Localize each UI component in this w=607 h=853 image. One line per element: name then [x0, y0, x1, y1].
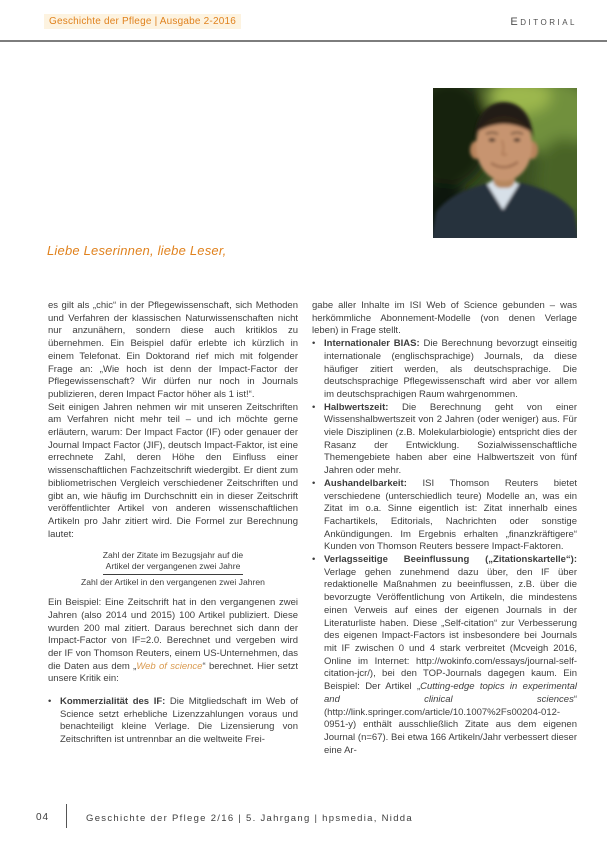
list-item-verlagsseitige-beeinflussung [312, 554, 577, 757]
footer-journal-info: Geschichte der Pflege 2/16 | 5. Jahrgang | hpsmedia, Nidda [86, 813, 413, 824]
formula-numerator-line2: Artikel der vergangenen zwei Jahre [105, 560, 241, 571]
bullet-icon: • [48, 696, 52, 708]
list-item-text [324, 338, 577, 402]
journal-issue-label: Geschichte der Pflege | Ausgabe 2-2016 [44, 14, 241, 29]
formula-numerator [103, 550, 243, 574]
list-item-halbwertszeit [312, 402, 577, 478]
list-item-kommerzialitaet [48, 696, 298, 747]
list-item-lead: Halbwertszeit: [324, 401, 389, 413]
list-item-body: Die Berechnung geht von einer Wissenshalbwertszeit von 2 Jahren (oder weniger) aus. Für viele Disziplinen (z.B. Molekularbiologie) entspricht dies der Rasanz der Entwicklung. Sozialwissenschaftliche Themengebiete haben aber eine Halbwertszeit von fünf Jahren oder mehr. [324, 401, 577, 477]
text-column-right [312, 300, 577, 757]
footer-divider [66, 804, 67, 828]
list-item-body: Verlage gehen zunehmend dazu über, den IF über redaktionelle Maßnahmen zu beeinflussen, z.B. über die bevorzugte Veröffentlichung von Artikeln, die mindestens einen Verweis auf eines der eigenen Journals in der Literaturliste haben. Diese „Self-citation“ zur Verbesserung des eigenen Impact-Factors ist insbesondere bei Journals mit IF zwischen 0 und 4 stark verbreitet (Mcveigh 2016, Online im Internet: http://wokinfo.com/essays/journal-self-citation-jcr/), bei den TOP-Journals dagegen kaum. Ein Beispiel: Der Artikel „ [324, 566, 577, 693]
list-item-text [324, 554, 577, 757]
list-item-body: Die Berechnung bevorzugt einseitig internationale (englischsprachige) Journals, da diese häufiger zitiert werden, als deutschsprachige. Die deutschsprachige Pflegewissenschaft wird aber vor allem im deutschsprachigen Raum wahrgenommen. [324, 338, 577, 400]
paragraph-example-text-end: “ berechnet. Hier setzt unsere Kritik ein: [48, 660, 298, 685]
bullet-icon: • [312, 554, 316, 566]
text-column-left [48, 300, 298, 747]
impact-factor-formula [48, 550, 298, 587]
bullet-icon: • [312, 477, 316, 489]
list-item-body: Die Mitgliedschaft im Web of Science setzt erhebliche Lizenzzahlungen voraus und benachteiligt kleine Verlage. Die Lizensierung von Zeitschriften ist untrennbar an die weltweite Frei- [60, 696, 299, 746]
list-item-internationaler-bias [312, 338, 577, 402]
list-item-aushandelbarkeit [312, 478, 577, 554]
header-rule [0, 40, 607, 42]
web-of-science-italic: Web of science [136, 660, 203, 672]
list-item-body-end: “ (http://link.springer.com/article/10.1007%2Fs00204-012-0951-y) enthält ausschließlich Zitate aus dem eigenen Journal (n=67). Bei etwa 166 Artikeln/Jahr verbessert dieser eine Ar- [324, 693, 577, 756]
paragraph-intro: es gilt als „chic“ in der Pflegewissenschaft, sich Methoden und Verfahren der klassischen Naturwissenschaften nicht nur anzunähern, sondern diese auch kritiklos zu übernehmen. Ein Beispiel dafür erlebte ich kürzlich in einem Telefonat. Ein Doktorand rief mich mit folgender Frage an: „Wie hoch ist denn der Impact-Factor der Pflegewissenschaft? Wir dürfen nur noch in Journals publizieren, deren Impact Factor höher als 1 ist!“. [48, 300, 298, 400]
list-item-text [60, 696, 298, 747]
paragraph-impact-factor: Seit einigen Jahren nehmen wir mit unseren Zeitschriften am Verfahren nicht mehr teil – und ich möchte gerne erläutern, warum: Der Impact Factor (IF) oder genauer der Journal Impact Factor (JIF), deutsch Impact-Faktor, ist eine errechnete Zahl, deren Höhe den Einfluss einer wissenschaftlichen Fachzeitschrift wiedergibt. Er dient zum bibliometrischen Vergleich verschiedener Zeitschriften und gibt an, wie häufig im Durchschnitt ein in dieser Zeitschrift veröffentlichter Artikel von anderen wissenschaftlichen Artikeln pro Jahr zitiert wird. Die Formel zur Berechnung lautet: [48, 401, 298, 540]
section-label: Editorial [510, 16, 577, 28]
list-item-lead: Kommerzialität des IF: [60, 696, 166, 708]
portrait-illustration [433, 88, 577, 238]
article-title-italic: Cutting-edge topics in experimental and clinical sciences [324, 681, 577, 705]
list-item-text [324, 402, 577, 478]
list-item-text [324, 478, 577, 554]
salutation: Liebe Leserinnen, liebe Leser, [47, 243, 227, 258]
page-number: 04 [36, 812, 50, 823]
paragraph-continuation: gabe aller Inhalte im ISI Web of Science gebunden – was herkömmliche Abonnement-Modelle (von denen Verlage leben) in Frage stellt. [312, 300, 577, 337]
bullet-icon: • [312, 401, 316, 413]
list-item-lead: Internationaler BIAS: [324, 338, 420, 350]
paragraph-example-text: Ein Beispiel: Eine Zeitschrift hat in den vergangenen zwei Jahren (also 2014 und 2015) 100 Artikel publiziert. Diese wurden 200 mal zitiert. Daraus berechnet sich dann der Impact-Factor von IF=2.0. Berechnet und vergeben wird der IF von Thomson Reuters, einem US-Unternehmen, das die Daten aus dem „ [48, 597, 298, 672]
list-item-lead: Verlagsseitige Beeinflussung („Zitationskartelle“): [324, 554, 577, 566]
list-item-lead: Aushandelbarkeit: [324, 477, 407, 489]
paragraph-example [48, 597, 298, 686]
bullet-icon: • [312, 338, 316, 350]
formula-denominator: Zahl der Artikel in den vergangenen zwei Jahren [81, 576, 265, 587]
list-item-body: ISI Thomson Reuters bietet verschiedene (unterschiedlich teure) Modelle an, was ein Zitat im o.a. Sinne eigentlich ist: Zitat innerhalb eines Fachartikels, Editorials, Nachrichten oder sonstige Ankündigungen. Im Ergebnis erhalten „finanzkräftigere“ Kunden von Thomson Reuters bessere Impact-Faktoren. [324, 477, 577, 553]
editor-portrait-photo [433, 88, 577, 238]
formula-numerator-line1: Zahl der Zitate im Bezugsjahr auf die [102, 550, 244, 561]
